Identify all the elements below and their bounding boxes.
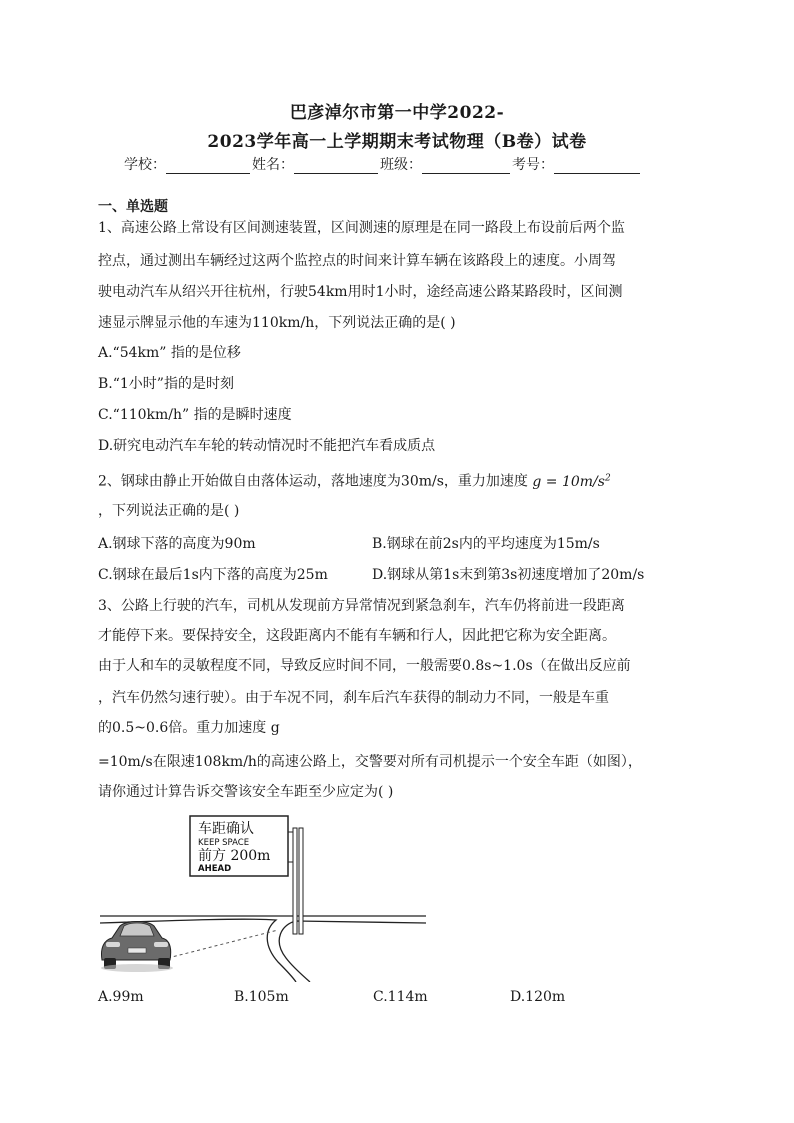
q2-line [98,468,698,492]
q1-line: 速显示牌显示他的车速为110km/h，下列说法正确的是( ) [98,315,456,331]
safe-distance-figure [96,812,426,982]
q1-line: 驶电动汽车从绍兴开往杭州，行驶54km用时1小时，途经高速公路某路段时，区间测 [98,284,623,300]
school-field[interactable] [166,158,250,174]
q3-option-a: A.99m [98,989,144,1005]
sign-pole-right [299,828,303,934]
q2-line1: 2、钢球由静止开始做自由落体运动，落地速度为30m/s，重力加速度 [98,473,528,490]
doc-title-line2: 2023学年高一上学期期末考试物理（B卷）试卷 [207,132,587,152]
q3-option-b: B.105m [234,989,289,1005]
sight-line [168,930,278,958]
sign-pole-left [293,828,297,934]
school-label: 学校： [124,157,166,173]
q3-line: 请你通过计算告诉交警该安全车距至少应定为( ) [98,784,394,800]
sign-text-en2: AHEAD [198,864,232,874]
student-info-row [124,154,642,174]
q2-option-b: B.钢球在前2s内的平均速度为15m/s [372,536,600,552]
q2-line2: ，下列说法正确的是( ) [98,503,240,519]
q3-option-d: D.120m [510,989,566,1005]
class-label: 班级： [380,157,422,173]
car-icon [101,922,173,973]
sign-text-cn2: 前方 200m [198,848,271,864]
q1-option-a: A.“54km” 指的是位移 [98,345,241,361]
name-field[interactable] [294,158,378,174]
class-field[interactable] [422,158,510,174]
q3-line: 由于人和车的灵敏程度不同，导致反应时间不同，一般需要0.8s~1.0s（在做出反应前 [98,658,631,674]
sign-text-en1: KEEP SPACE [198,838,250,848]
q3-option-c: C.114m [373,989,428,1005]
q1-option-b: B.“1小时”指的是时刻 [98,376,234,392]
q3-line: 的0.5~0.6倍。重力加速度 g [98,720,280,736]
q3-line: 才能停下来。要保持安全，这段距离内不能有车辆和行人，因此把它称为安全距离。 [98,628,616,644]
q2-option-d: D.钢球从第1s末到第3s初速度增加了20m/s [372,567,645,583]
exam-number-label: 考号： [512,157,554,173]
sign-text-cn1: 车距确认 [198,821,254,837]
q3-line: 3、公路上行驶的汽车，司机从发现前方异常情况到紧急刹车，汽车仍将前进一段距离 [98,598,625,614]
q2-option-a: A.钢球下落的高度为90m [98,536,256,552]
q2-option-c: C.钢球在最后1s内下落的高度为25m [98,567,328,583]
section-title: 一、单选题 [98,199,168,215]
q3-line: =10m/s在限速108km/h的高速公路上，交警要对所有司机提示一个安全车距（如图）， [98,754,642,770]
q2-formula: $g = 10m/s^2$ [532,473,611,490]
q1-line: 控点，通过测出车辆经过这两个监控点的时间来计算车辆在该路段上的速度。小周驾 [98,253,616,269]
q1-line: 1、高速公路上常设有区间测速装置，区间测速的原理是在同一路段上布设前后两个监 [98,220,625,236]
name-label: 姓名： [252,157,294,173]
exam-number-field[interactable] [554,158,640,174]
q1-option-c: C.“110km/h” 指的是瞬时速度 [98,407,292,423]
doc-title-line1: 巴彦淖尔市第一中学2022- [289,103,505,123]
q1-option-d: D.研究电动汽车车轮的转动情况时不能把汽车看成质点 [98,438,436,454]
q3-line: ，汽车仍然匀速行驶）。由于车况不同，刹车后汽车获得的制动力不同，一般是车重 [98,690,609,706]
